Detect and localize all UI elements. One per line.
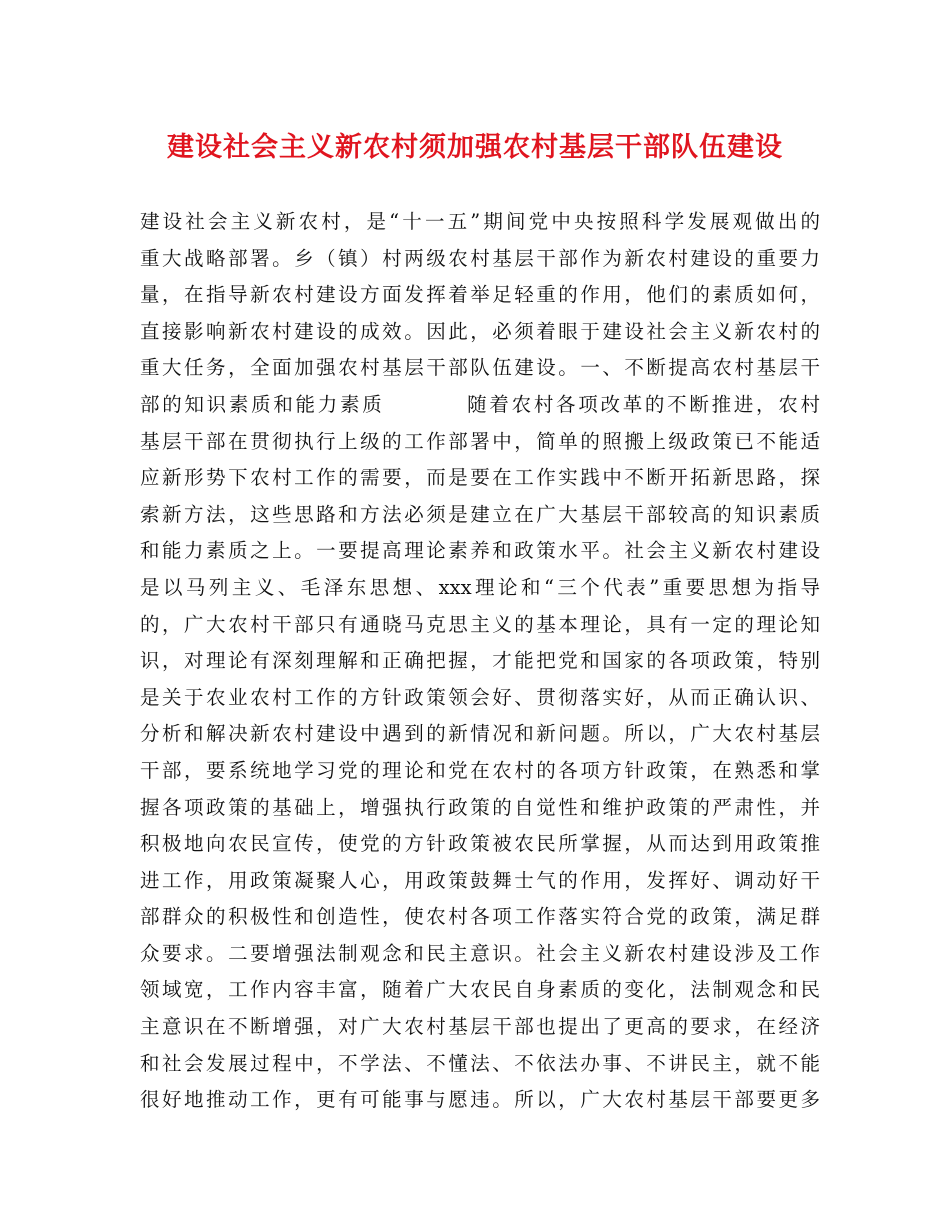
paragraph-line: 干部，要系统地学习党的理论和党在农村的各项方针政策，在熟悉和掌 [140, 758, 820, 782]
paragraph-line: 和社会发展过程中，不学法、不懂法、不依法办事、不讲民主，就不能 [140, 1051, 820, 1075]
paragraph-line: 积极地向农民宣传，使党的方针政策被农民所掌握，从而达到用政策推 [140, 832, 820, 856]
paragraph-line: 领域宽，工作内容丰富，随着广大农民自身素质的变化，法制观念和民 [140, 978, 820, 1002]
document-title: 建设社会主义新农村须加强农村基层干部队伍建设 [167, 132, 783, 163]
paragraph-line: 的，广大农村干部只有通晓马克思主义的基本理论，具有一定的理论知 [140, 612, 820, 636]
paragraph-line: 识，对理论有深刻理解和正确把握，才能把党和国家的各项政策，特别 [140, 649, 820, 673]
paragraph-line: 建设社会主义新农村，是“十一五”期间党中央按照科学发展观做出的 [140, 210, 820, 233]
paragraph-line: 众要求。二要增强法制观念和民主意识。社会主义新农村建设涉及工作 [140, 941, 820, 965]
paragraph-line: 握各项政策的基础上，增强执行政策的自觉性和维护政策的严肃性，并 [140, 795, 820, 819]
paragraph-line: 主意识在不断增强，对广大农村基层干部也提出了更高的要求，在经济 [140, 1015, 820, 1039]
document-body [140, 204, 820, 1119]
paragraph-line: 进工作，用政策凝聚人心，用政策鼓舞士气的作用，发挥好、调动好干 [140, 868, 820, 892]
section-heading-fragment: 部的知识素质和能力素质 [140, 392, 385, 416]
paragraph-line: 是以马列主义、毛泽东思想、xxx理论和“三个代表”重要思想为指导 [140, 575, 820, 599]
paragraph-line: 部群众的积极性和创造性，使农村各项工作落实符合党的政策，满足群 [140, 905, 820, 929]
paragraph-line: 和能力素质之上。一要提高理论素养和政策水平。社会主义新农村建设 [140, 539, 820, 563]
paragraph-line-with-heading [140, 387, 820, 424]
paragraph-line: 分析和解决新农村建设中遇到的新情况和新问题。所以，广大农村基层 [140, 722, 820, 746]
paragraph-line: 直接影响新农村建设的成效。因此，必须着眼于建设社会主义新农村的 [140, 319, 820, 343]
paragraph-line: 应新形势下农村工作的需要，而是要在工作实践中不断开拓新思路，探 [140, 466, 820, 490]
paragraph-line: 量，在指导新农村建设方面发挥着举足轻重的作用，他们的素质如何， [140, 283, 820, 307]
paragraph-line: 重大任务，全面加强农村基层干部队伍建设。一、不断提高农村基层干 [140, 356, 820, 380]
paragraph-line: 索新方法，这些思路和方法必须是建立在广大基层干部较高的知识素质 [140, 502, 820, 526]
paragraph-line: 基层干部在贯彻执行上级的工作部署中，简单的照搬上级政策已不能适 [140, 429, 820, 453]
paragraph-line: 是关于农业农村工作的方针政策领会好、贯彻落实好，从而正确认识、 [140, 685, 820, 709]
paragraph-line: 很好地推动工作，更有可能事与愿违。所以，广大农村基层干部要更多 [140, 1088, 820, 1112]
paragraph-text: 随着农村各项改革的不断推进，农村 [464, 392, 820, 416]
paragraph-line: 重大战略部署。乡（镇）村两级农村基层干部作为新农村建设的重要力 [140, 246, 820, 270]
